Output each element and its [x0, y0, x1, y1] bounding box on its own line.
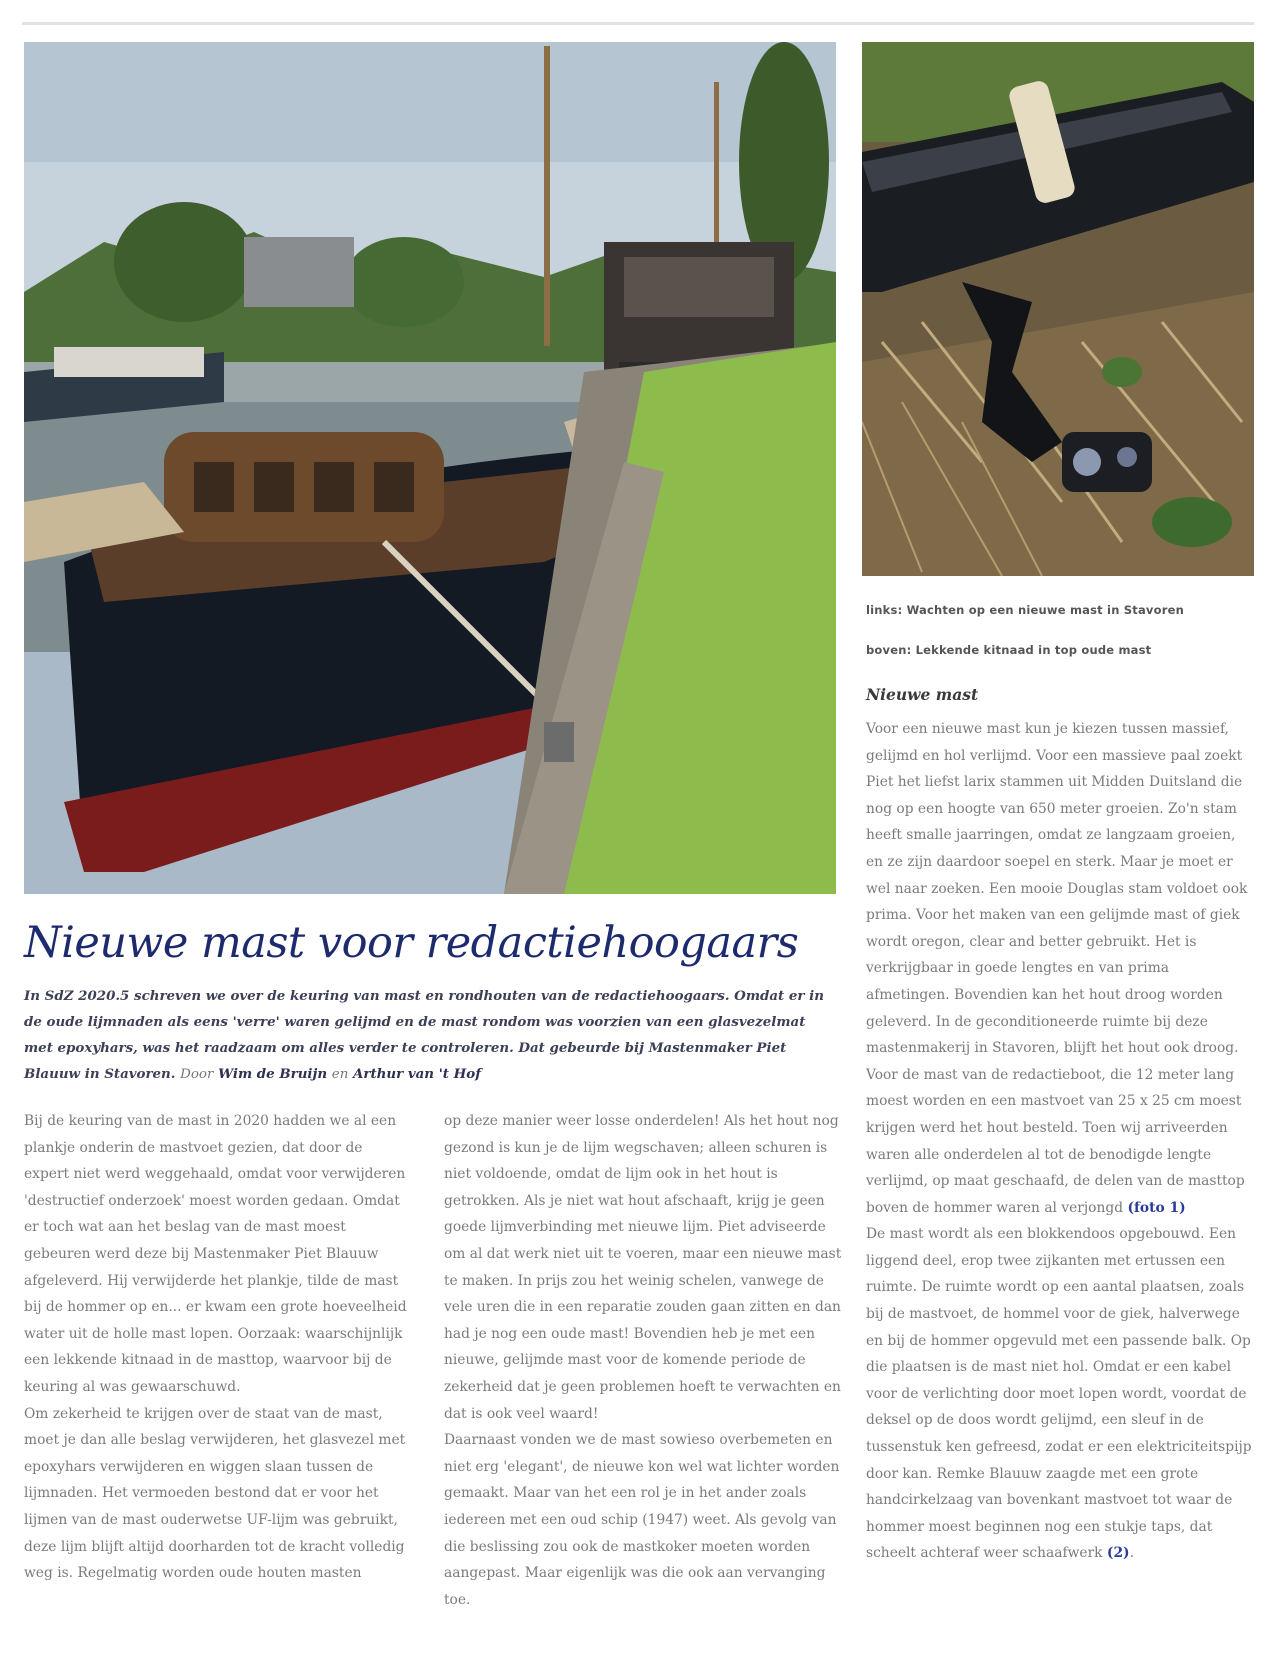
- article-intro: [24, 983, 836, 1088]
- paragraph: [866, 1221, 1254, 1567]
- article-headline: Nieuwe mast voor redactiehoogaars: [24, 918, 799, 968]
- paragraph: Bij de keuring van de mast in 2020 hadden we al een plankje onderin de mastvoet gezien, dat door de expert niet werd weggehaald, omdat voor verwijderen 'destructief onderzoek' moest worden gedaan. Omdat er toch wat aan het beslag van de mast moest gebeuren werd deze bij Mastenmaker Piet Blauuw afgeleverd. Hij verwijderde het plankje, tilde de mast bij de hommer op en... er kwam een grote hoeveelheid water uit de holle mast lopen. Oorzaak: waarschijnlijk een lekkende kitnaad in de masttop, waarvoor bij de keuring al was gewaarschuwd.: [24, 1113, 407, 1395]
- photo-reference: (foto 1): [1127, 1199, 1186, 1216]
- photo-caption-top: boven: Lekkende kitnaad in top oude mast: [866, 643, 1152, 657]
- paragraph-text: Voor een nieuwe mast kun je kiezen tussen massief, gelijmd en hol verlijmd. Voor een massieve paal zoekt Piet het liefst larix stammen uit Midden Duitsland die nog op een hoogte van 650 meter groeien. Zo'n stam heeft smalle jaarringen, omdat ze langzaam groeien, en ze zijn daardoor soepel en sterk. Maar je moet er wel naar zoeken. Een mooie Douglas stam voldoet ook prima. Voor het maken van een gelijmde mast of giek wordt oregon, clear and better gebruikt. Het is verkrijgbaar in goede lengtes en van prima afmetingen. Bovendien kan het hout droog worden geleverd. In de geconditioneerde ruimte bij deze mastenmakerij in Stavoren, blijft het hout ook droog. Voor de mast van de redactieboot, die 12 meter lang moest worden en een mastvoet van 25 x 25 cm moest krijgen werd het hout besteld. Toen wij arriveerden waren alle onderdelen al tot de benodigde lengte verlijmd, op maat geschaafd, de delen van de masttop boven de hommer waren al verjongd: [866, 721, 1248, 1216]
- body-column-1: [24, 1108, 410, 1587]
- mast-top-photo: [862, 42, 1254, 576]
- photo-caption-left: links: Wachten op een nieuwe mast in Stavoren: [866, 603, 1184, 617]
- paragraph-end: .: [1129, 1545, 1134, 1562]
- paragraph: Om zekerheid te krijgen over de staat van de mast, moet je dan alle beslag verwijderen, het glasvezel met epoxyhars verwijderen en wiggen slaan tussen de lijmnaden. Het vermoeden bestond dat er voor het lijmen van de mast ouderwetse UF-lijm was gebruikt, deze lijm blijft altijd doorharden tot de kracht volledig weg is. Regelmatig worden oude houten masten: [24, 1405, 406, 1582]
- photo-reference: (2): [1106, 1545, 1130, 1562]
- author-1: Wim de Bruijn: [218, 1066, 328, 1082]
- paragraph: [866, 716, 1254, 1221]
- byline-label: Door: [180, 1067, 214, 1082]
- byline-and: en: [331, 1067, 349, 1082]
- body-column-3: [866, 716, 1254, 1567]
- paragraph-text: De mast wordt als een blokkendoos opgebouwd. Een liggend deel, erop twee zijkanten met ertussen een ruimte. De ruimte wordt op een aantal plaatsen, zoals bij de mastvoet, de hommel voor de giek, halverwege en bij de hommer opgevuld met een passende balk. Op die plaatsen is de mast niet hol. Omdat er een kabel voor de verlichting door moet lopen wordt, voordat de deksel op de doos wordt gelijmd, een sleuf in de tussenstuk ken gefreesd, zodat er een elektriciteitspijp door kan. Remke Blauuw zaagde met een grote handcirkelzaag van bovenkant mastvoet tot waar de hommer moest beginnen nog een stukje taps, dat scheelt achteraf weer schaafwerk: [866, 1226, 1252, 1562]
- intro-text: In SdZ 2020.5 schreven we over de keuring van mast en rondhouten van de redactiehoogaars. Omdat er in de oude lijmnaden als eens 'verre' waren gelijmd en de mast rondom was voorzien van een glasvezelmat met epoxyhars, was het raadzaam om alles verder te controleren. Dat gebeurde bij Mastenmaker Piet Blauuw in Stavoren.: [24, 988, 824, 1082]
- top-rule: [22, 22, 1254, 25]
- body-column-2: [444, 1108, 844, 1613]
- boat-photo: [24, 42, 836, 894]
- section-heading-nieuwe-mast: Nieuwe mast: [866, 685, 979, 704]
- author-2: Arthur van 't Hof: [353, 1066, 481, 1082]
- paragraph: Daarnaast vonden we de mast sowieso overbemeten en niet erg 'elegant', de nieuwe kon wel wat lichter worden gemaakt. Maar van het een rol je in het ander zoals iedereen met een oud schip (1947) weet. Als gevolg van die beslissing zou ook de mastkoker moeten worden aangepast. Maar eigenlijk was die ook aan vervanging toe.: [444, 1432, 840, 1608]
- paragraph: op deze manier weer losse onderdelen! Als het hout nog gezond is kun je de lijm wegschaven; alleen schuren is niet voldoende, omdat de lijm ook in het hout is getrokken. Als je niet wat hout afschaaft, krijg je geen goede lijmverbinding met nieuwe lijm. Piet adviseerde om al dat werk niet uit te voeren, maar een nieuwe mast te maken. In prijs zou het weinig schelen, vanwege de vele uren die in een reparatie zouden gaan zitten en dan had je nog een oude mast! Bovendien heb je met een nieuwe, gelijmde mast voor de komende periode de zekerheid dat je geen problemen hoeft te verwachten en dat is ook veel waard!: [444, 1113, 842, 1422]
